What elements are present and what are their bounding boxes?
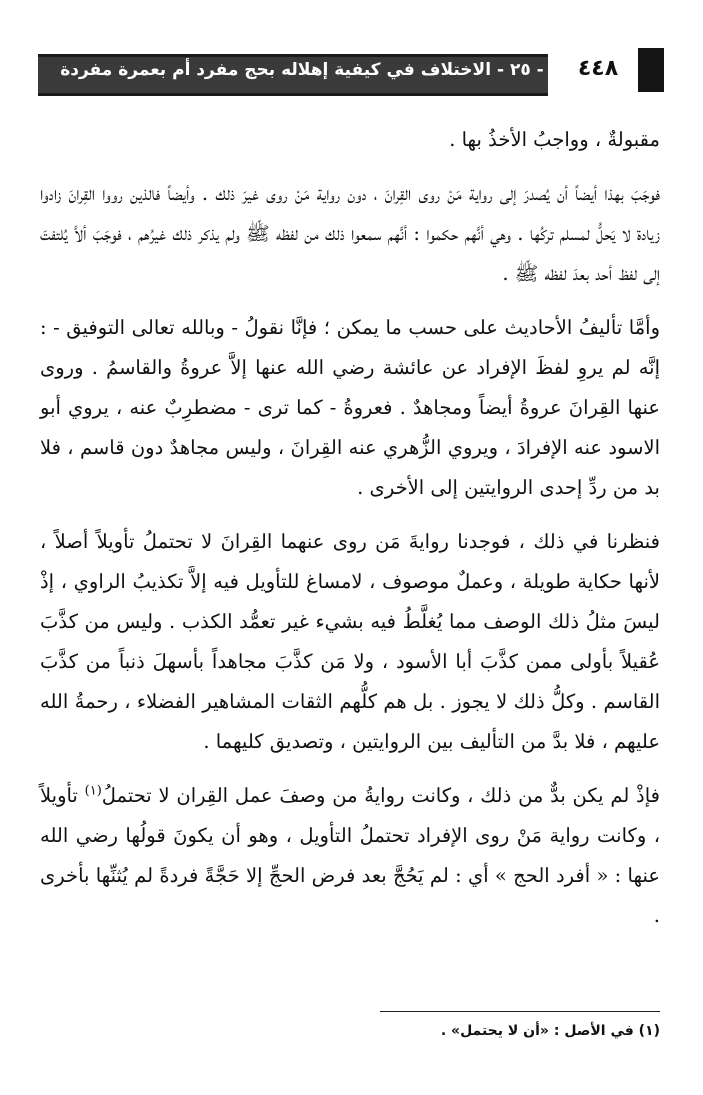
paragraph: وأمَّا تأليفُ الأحاديث على حسب ما يمكن ؛ فإنَّا نقولُ - وبالله تعالى التوفيق - : إنَّه لم يروِ لفظَ الإفراد عن عائشة رضي الله عنها إلاَّ عروةُ والقاسمُ . وروى عنها القِرانَ عروةُ أيضاً ومجاهدٌ . فعروةُ - كما ترى - مضطرِبٌ عنه ، يروي أبو الاسود عنه الإفرادَ ، ويروي الزُّهري عنه القِرانَ ، وليس مجاهدٌ دون قاسم ، فلا بد من ردِّ إحدى الروايتين إلى الأخرى . (40, 316, 660, 499)
paragraph-with-footnote (40, 776, 660, 936)
header-corner-block (638, 48, 664, 92)
main-text (40, 120, 660, 936)
footnote-divider (380, 1011, 660, 1012)
paragraph: فنظرنا في ذلك ، فوجدنا روايةَ مَن روى عنهما القِرانَ لا تحتملُ تأويلاً أصلاً ، لأنها حكاية طويلة ، وعملٌ موصوف ، لامساغ للتأويل فيه إلاَّ تكذيبُ الراوي ، إذْ ليسَ مثلُ ذلك الوصف مما يُغلَّطُ فيه بشيء غير تعمُّد الكذب . وليس من كذَّبَ عُقيلاً بأولى ممن كذَّبَ أبا الأسود ، ولا مَن كذَّبَ مجاهداً بأسهلَ ذنباً من كذَّبَ القاسم . وكلُّ ذلك لا يجوز . بل هم كلُّهم الثقات المشاهير الفضلاء ، رحمةُ الله عليهم ، فلا بدَّ من التأليف بين الروايتين ، وتصديق كليهما . (40, 530, 660, 753)
footnote-marker: (١) (84, 783, 102, 799)
paragraph: فوجَبَ بهذا أيضاً أن يُصدرَ إلى رواية مَنْ روى القِرانَ ، دون رواية مَنْ روى غيرَ ذلك . وأيضاً فالذين رووا القِرانَ زادوا زيادة لا يَحلُّ لمسلم تركُها . وهي أنَّهم حكموا : أنَّهم سمعوا ذلك من لفظه ﷺ ولم يذكر ذلك غيرُهم ، فوجَبَ ألاَّ يُلتفتَ إلى لفظ أحد بعدَ لفظه ﷺ . (40, 182, 660, 285)
running-header (38, 44, 666, 96)
paragraph: مقبولةٌ ، وواجبُ الأخذُ بها . (449, 128, 660, 151)
paragraph-text-continued: تأويلاً ، وكانت رواية مَنْ روى الإفراد تحتملُ التأويل ، وهو أن يكونَ قولُها رضي الله عنها : « أفرد الحج » أي : لم يَحُجَّ بعد فرض الحجِّ إلا حَجَّةً فردةً لم يُثنِّها بأخرى . (40, 784, 660, 927)
page-number: ٤٤٨ (577, 56, 619, 81)
paragraph-text: فإذْ لم يكن بدٌّ من ذلك ، وكانت روايةُ من وصفَ عمل القِران لا تحتملُ (101, 784, 661, 807)
footnote: (١) في الأصل : «أن لا يحتمل» . (440, 1023, 660, 1039)
chapter-title: ٣ - ٢٥ - الاختلاف في كيفية إهلاله بحج مفرد أم بعمرة مفردة (60, 60, 560, 80)
